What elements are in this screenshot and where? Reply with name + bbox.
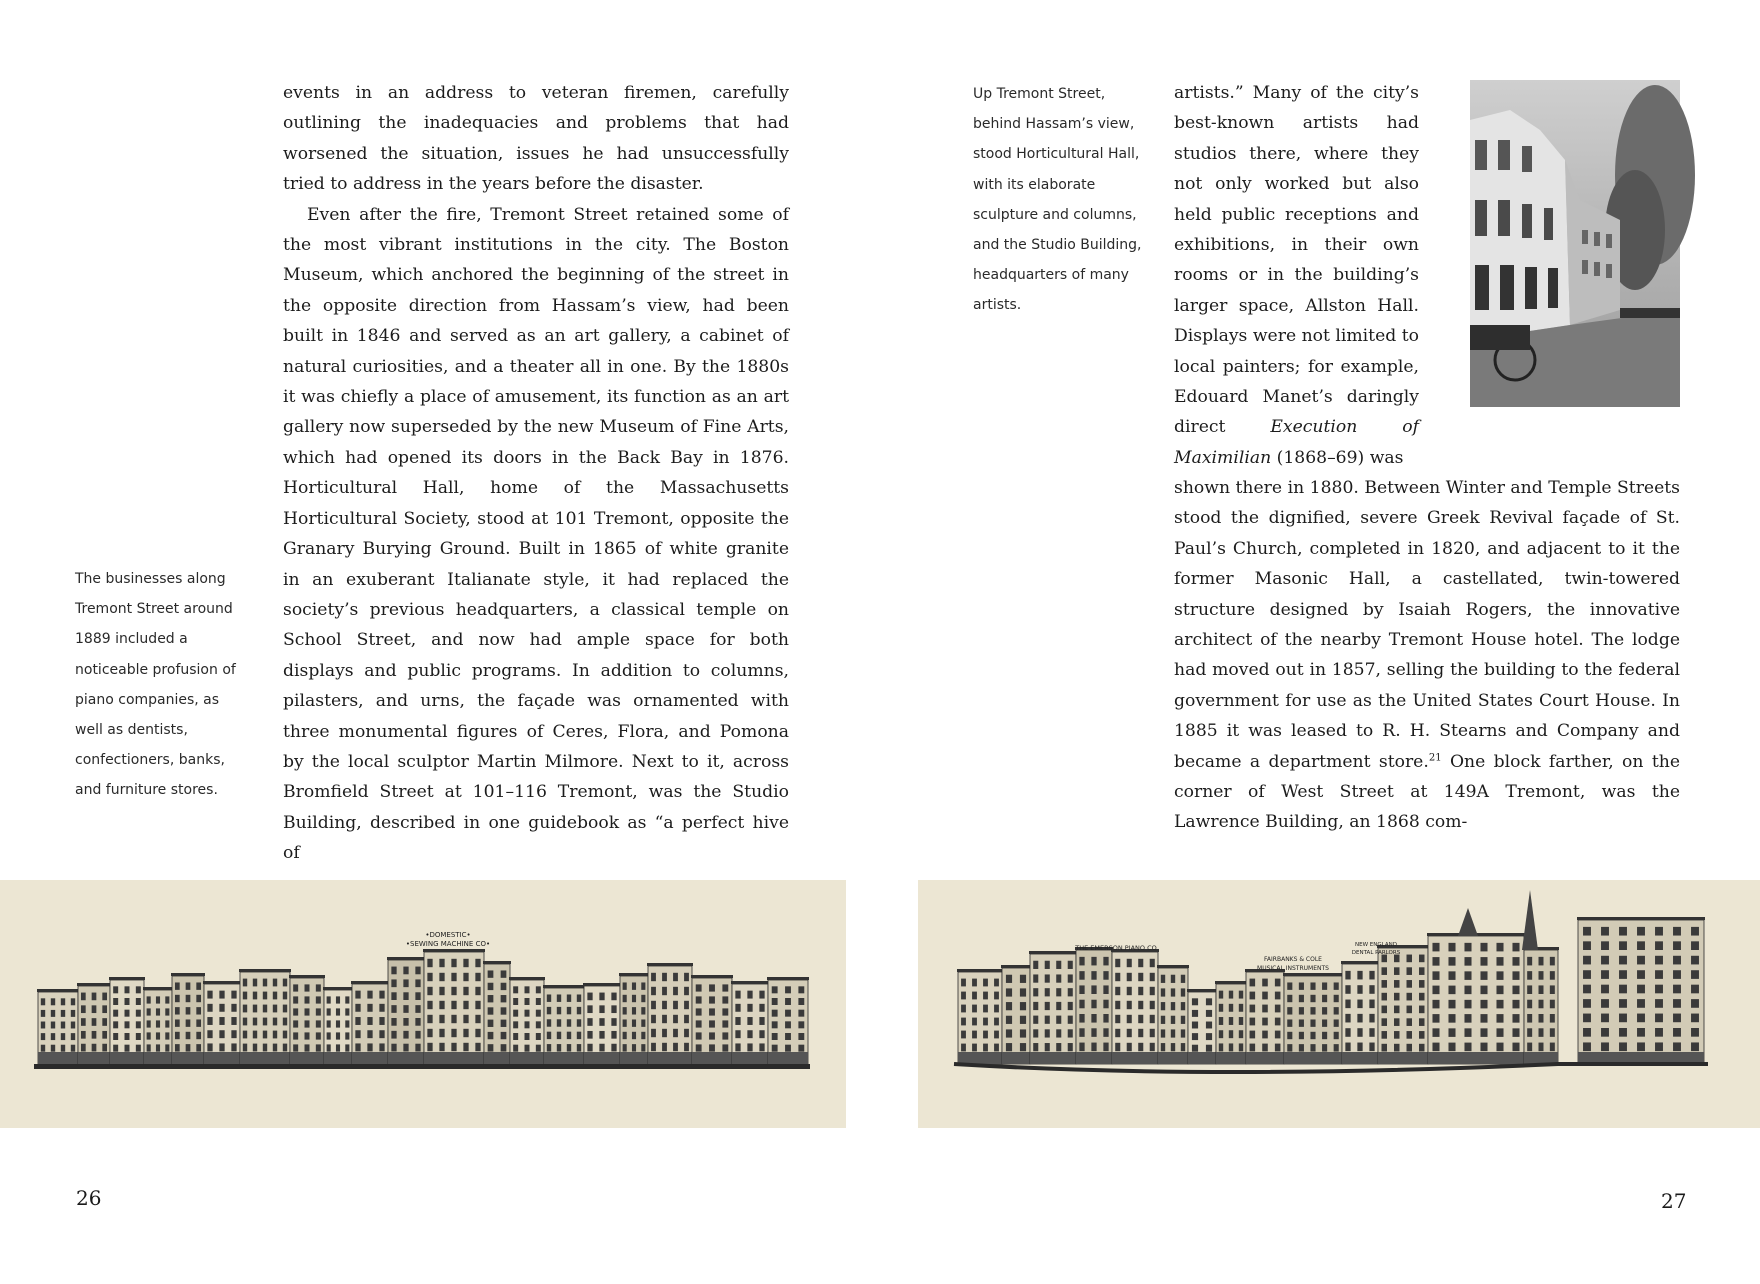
- caption-line: piano companies, as: [75, 691, 220, 708]
- street-illustration-left: [0, 880, 846, 1128]
- paragraph: Even after the fire, Tremont Street retained some of the most vibrant institutions in the city. The Boston Museum, which anchored the beginning of the street in the opposite direction from Hassam’s view, had been built in 1846 and served as an art gallery, a cabinet of natural curiosities, and a theater all in one. By the 1880s it was chiefly a place of amusement, its function as an art gallery now superseded by the new Museum of Fine Arts, which had opened its doors in the Back Bay in 1876. Horticultural Hall, home of the Massachusetts Horticultural Society, stood at 101 Tremont, opposite the Granary Burying Ground. Built in 1865 of white granite in an exuberant Italianate style, it had replaced the society’s previous headquarters, a classical temple on School Street, and now had ample space for both displays and public programs. In addition to columns, pilasters, and urns, the façade was ornamented with three monumental figures of Ceres, Flora, and Pomona by the local sculptor Martin Milmore. Next to it, across Bromfield Street at 101–116 Tremont, was the Studio Building, described in one guidebook as “a perfect hive of: [283, 204, 789, 864]
- page-number-right: 27: [1661, 1189, 1687, 1213]
- right-wide-text: [1174, 473, 1680, 833]
- footnote-marker: 21: [1428, 751, 1442, 763]
- caption-line: behind Hassam’s view,: [973, 116, 1135, 133]
- text-run: artists.” Many of the city’s best-known artists had studios there, where they not only worked but also held public receptions and exhibitions, in their own rooms or in the building’s larger space, Allston Hall. Displays were not limited to local painters; for example, Edouard Manet’s daringly direct: [1174, 83, 1419, 438]
- right-caption: [973, 79, 1163, 321]
- sign-sewing-machine: •SEWING MACHINE CO•: [405, 940, 491, 948]
- caption-line: Tremont Street around: [75, 601, 233, 618]
- sign-dental-parlors: DENTAL PARLORS: [1351, 950, 1401, 956]
- street-photo: [1470, 80, 1680, 407]
- caption-line: well as dentists,: [75, 722, 188, 739]
- caption-line: confectioners, banks,: [75, 752, 225, 769]
- sign-domestic: •DOMESTIC•: [425, 931, 471, 939]
- caption-line: headquarters of many: [973, 267, 1129, 284]
- caption-line: Up Tremont Street,: [973, 86, 1106, 102]
- paragraph: events in an address to veteran firemen, carefully outlining the inadequacies and problems that had worsened the situation, issues he had unsuccessfully tried to address in the years before the disaster.: [283, 83, 789, 195]
- street-illustration-right: [918, 880, 1760, 1128]
- text-run: (1868–69) was: [1271, 447, 1404, 468]
- page-number-left: 26: [76, 1186, 102, 1210]
- caption-line: The businesses along: [75, 571, 226, 587]
- caption-line: and furniture stores.: [75, 782, 218, 799]
- caption-line: stood Horticultural Hall,: [973, 146, 1140, 163]
- text-run: shown there in 1880. Between Winter and Temple Streets stood the dignified, severe Greek Revival façade of St. Paul’s Church, completed in 1820, and adjacent to it the former Masonic Hall, a castellated, twin-towered structure designed by Isaiah Rogers, the innovative architect of the nearby Tremont House hotel. The lodge had moved out in 1857, selling the building to the federal government for use as the United States Court House. In 1885 it was leased to R. H. Stearns and Company and became a department store.: [1174, 478, 1680, 772]
- sign-emerson-piano: THE EMERSON PIANO CO: [1075, 944, 1157, 952]
- sign-fairbanks-cole: FAIRBANKS & COLE: [1264, 956, 1322, 963]
- caption-line: and the Studio Building,: [973, 237, 1142, 254]
- caption-line: artists.: [973, 297, 1022, 314]
- right-narrow-text: [1174, 78, 1419, 474]
- caption-line: 1889 included a: [75, 631, 188, 648]
- text-run: One block farther, on the corner of West Street at 149A Tremont, was the Lawrence Building, an 1868 com-: [1174, 751, 1680, 833]
- caption-line: with its elaborate: [973, 176, 1096, 193]
- horticultural-hall-photo: [1470, 80, 1680, 407]
- sign-musical-instruments: MUSICAL INSTRUMENTS: [1257, 965, 1329, 972]
- left-caption: [75, 564, 255, 806]
- artwork-title: Execution of Maximilian: [1174, 417, 1419, 468]
- left-body-text: [283, 78, 789, 864]
- caption-line: sculpture and columns,: [973, 206, 1137, 223]
- engraved-street-facades: [0, 880, 846, 1128]
- sign-new-england: NEW ENGLAND: [1355, 942, 1397, 948]
- caption-line: noticeable profusion of: [75, 661, 236, 678]
- engraved-street-facades: [918, 880, 1760, 1128]
